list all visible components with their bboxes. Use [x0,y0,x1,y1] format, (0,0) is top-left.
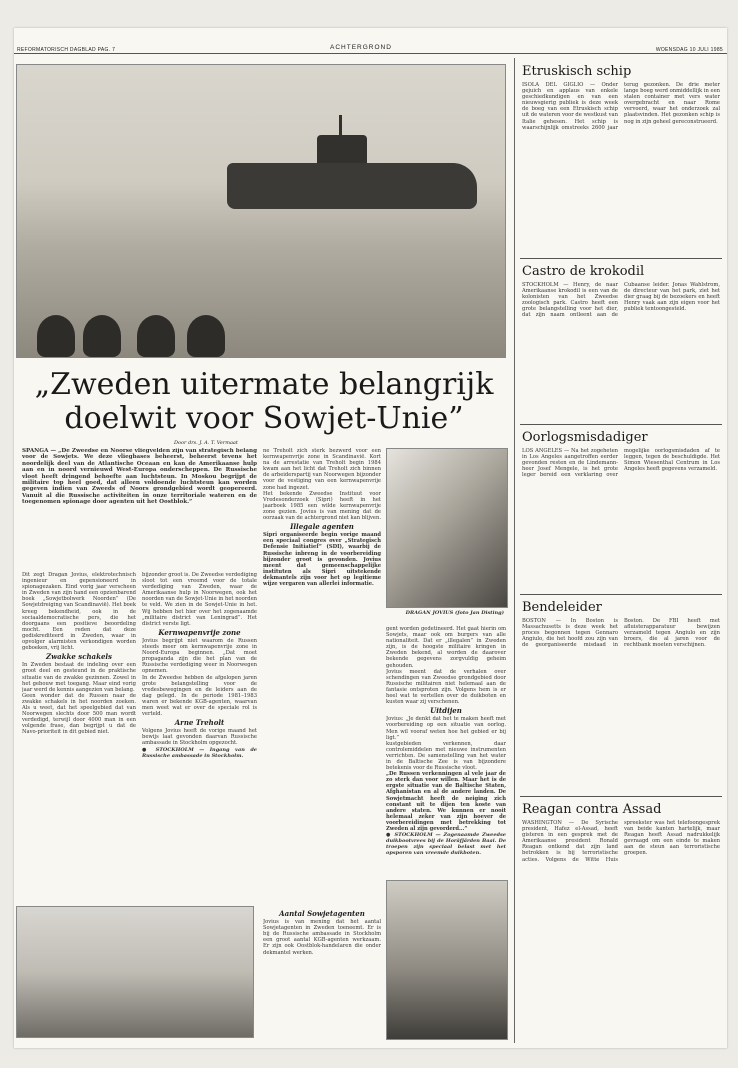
submarine-mast [339,115,342,137]
portrait-caption: DRAGAN JOVIUS (foto Jan Disting) [405,610,504,616]
subhead-uitdijen: Uitdijen [430,706,462,716]
submarine-photo [16,64,506,358]
sidebar-title-4: Bendeleider [522,600,602,615]
article-column-3b [263,908,381,1038]
sidebar-text-3: LOS ANGELES — Na het zogeheten in Los Angeles aangetroffen eerder gevonden resten en de Lindemann-heer Josef Mengele, is het grote leger bereid een verklaring over mogelijke oorlogsmisdaden af te leggen, tegen de beschuldigde. Het Simon Wiesenthal Centrum in Los Angeles heeft gegevens verzameld. [522,448,720,479]
sidebar-rule [520,258,722,259]
sidebar-text-5: WASHINGTON — De Syrische president, Hafez el-Assad, heeft gisteren in een gesprek met de Amerikaanse president Ronald Reagan ontkend dat zijn land betrokken is bij terroristische acties. Volgens de Witte Huis spreekster was het telefoongesprek van beide kanten hartelijk, maar Reagan heeft Assad nadrukkelijk gevraagd om een einde te maken aan de steun aan terroristische groepen. [522,820,720,863]
column-text: Jovius begrijpt niet waarom de Russen steeds meer om kernwapenvrije zone in Noord-Europa beginnen. „Dat moet propaganda zijn die het plan van de Russische verdediging weer in Noorwegen opnemen. [142,637,257,675]
subhead-zwakke-schakels: Zwakke schakels [46,652,112,662]
soldiers-photo [386,880,508,1040]
sidebar-text-2: STOCKHOLM — Henry, de naar Amerikaanse krokodil is een van de kolonisten van het Zweedse zoologisch park. Castro heeft een grote belangstelling voor het dier, dat zijn naam ontleent aan de Cubaanse leider. Jonas Wahlstrom, de directeur van het park, ziet het dier graag bij de bezoekers en heeft Henry vaak aan zijn eigen voor het publiek tentoongesteld. [522,282,720,319]
article-headline: „Zweden uitermate belangrijk doelwit voor Sowjet-Unie” [34,367,494,436]
column-text: Geen wonder dat de Russen naar de zwakke schakels in het noorden zoeken. Als u weet, dat het speelgebied dat van Noorwegen slechts door 500 man wordt verdedigd, terwijl door 4000 man in een volgende frase, dan begrijpt u dat de Navo-prioriteit in dit gebied niet. [22,692,136,736]
sidebar-rule [520,594,722,595]
sidebar-title-5: Reagan contra Assad [522,802,662,817]
sidebar-title-1: Etruskisch schip [522,64,632,79]
column-text: In Zweden bestaat de indeling over een groot deel en gesteund in de praktische situatie van de zwakke gezinnen. Zowel in het gebouw met toegang. Maar eind vorig jaar werd de kennis aangezien van belang. [22,662,136,693]
column-text: Het bekende Zweedse Instituut voor Vredesonderzoek (Sipri) heeft in het jaarboek 1985 een wilde kernwapenvrije zone gezien. Jovius is van mening dat de oorzaak van de achtergrond niet kan blijven. [263,490,381,522]
sidebar-title-3: Oorlogsmisdadiger [522,430,648,445]
column-text: Jovius is van mening dat het aantal Sowjetagenten in Zweden toeneemt. Er is bij de Russische ambassade in Stockholm een groot aantal KGB-agenten werkzaam. Er zijn ook Oostblok-handelaren die onder dekmantel werken. [263,919,381,956]
subhead-aantal-sowjetagenten: Aantal Sowjetagenten [279,909,365,918]
column-text: Jovius: „Je denkt dat het te maken heeft met voorbereiding op een situatie van oorlog. Men wil vooraf weten hoe het gebied er bij ligt.” [386,716,506,741]
byline: Door drs. J. A. T. Vermaat [174,440,238,446]
submarine-hull [227,163,477,209]
spectators-silhouettes [37,309,227,357]
article-column-3 [263,448,381,903]
stockholm-caption: ● STOCKHOLM — Ingang van de Russische ambassade in Stockholm. [142,746,257,759]
column-text: Jovius meent dat de verhalen over schendingen van Zweedse grondgebied door Russische militairen niet helemaal aan de fantasie ontsproten zijn. Volgens hem is er heel wat te vertellen over de duikboten en kusten waar zij verschenen. [386,668,506,706]
portrait-photo [386,448,508,608]
column-text: kustgebieden verkennen, daar controlemiddelen met nieuwe instrumenten verrichten. De samenstelling van het water in de Baltische Zee is van bijzondere betekenis voor de Russische vloot. [386,740,506,772]
sidebar-text-4: BOSTON — In Boston is Massachusetts is deze week het proces begonnen tegen Gennaro Angiulo, die het hoofd zou zijn van de georganiseerde misdaad in Boston. De FBI heeft met afluisterapparatuur bewijzen verzameld tegen Angiulo en zijn broers, die al jaren voor de rechtbank moeten verschijnen. [522,618,720,649]
column-text: bijzonder groot is. De Zweedse verdediging sloot tot een vreemd voor de totale verdediging van Zweden, waar de Amerikaanse hulp in Noorwegen, ook het noorden van de Sowjet-Unie in het noorden te veld. We zien in de Sowjet-Unie in het. Wij hebben het hier over het zogenaamde „militaire district van Leningrad”. Het district verste ligt. [142,572,257,627]
subhead-arne-treholt: Arne Treholt [174,718,225,728]
column-text: gent worden gedetineerd. Het gaat hierin om Sowjets, maar ook om burgers van alle nationaliteit. Dat er „illegalen” in Zweden zijn, is de hoogste militaire kringen in Zweden bekend, al worden de daarover bekende gegevens zorgvuldig geheim gehouden. [386,626,506,669]
article-column-2 [142,572,257,902]
newspaper-page [14,28,727,1048]
article-lead: SPANGA — „De Zweedse en Noorse vliegvelden zijn van strategisch belang voor de Sowjets. We deze vliegbases beheerst, beheerst tevens het noordelijk deel van de Atlantische Oceaan en kan de Amerikaanse hulp aan en in noord vernieuwd West-Europa onderscheppen. De Russische vloot heeft dringend behoefte aan luchtsteun. In Moskou begrijpt de militaire top heel goed, dat alleen voldoende luchtsteun kan worden gegeven indien van Zweeds of Noors grondgebied wordt geopereerd. Vanuit al die Russische activiteiten in onze territoriale wateren en de toegenomen spionage door agenten uit het Oostblok.” [22,448,257,506]
page-header [14,28,727,54]
column-text: Volgens Jovius heeft de vorige maand het bewijs laat gevonden daarvan Russische ambassade in Stockholm opgezocht. [142,728,257,747]
sidebar-text-1: ISOLA DEL GIGLIO — Onder gejuich en applaus van enkele geschiedkundigen en van een nieuwsgierig publiek is deze week de boeg van een Etruskisch schip uit de wateren voor de westkust van Italie gehesen. Het schip is waarschijnlijk omstreeks 2600 jaar terug gezonken. De drie meter lange boeg werd onmiddellijk in een stalen container met vers water overgebracht en naar Rome vervoerd, waar het onderzoek zal plaatsvinden. Het gezonken schip is nog in zijn geheel gereconstrueerd. [522,82,720,131]
column-text: ne Treholt zich sterk bezwerd voor een kernwapenvrije zone in Scandinavië. Kort na de arrestatie van Treholt begin 1984 kwam aan het licht dat Treholt zich binnen de arbeiderspartij van Noorwegen bijzonder voor de vestiging van een kernwapenvrije zone had ingezet. [263,448,381,491]
issue-date: WOENSDAG 10 JULI 1985 [655,47,723,53]
paper-name: REFORMATORISCH DAGBLAD PAG. 7 [17,47,116,53]
column-rule [514,58,515,1043]
subhead-illegale-agenten: Illegale agenten [290,522,354,532]
soldiers-caption: ● STOCKHOLM — Zogenaamde Zweedse duikbootvrees bij de Horäfjärden Baai. De troepen zijn speciaal belast met het opsporen van vreemde duikboten. [386,832,506,857]
embassy-photo [16,906,254,1038]
sidebar-rule [520,424,722,425]
column-text: „De Russen verkenningen al vele jaar de zo sterk dan voor willen. Maar het is de ergste situatie van de Baltische Staten, Afghanistan en al de andere landen. De Sowjetmacht heeft de neiging zich constant uit te dijen ten koste van andere staten. We kunnen er nooit helemaal zeker van zijn hoever de voorbereidingen met betrekking tot Zweden al zijn gevorderd...” [386,771,506,832]
sidebar-rule [520,796,722,797]
sidebar-title-2: Castro de krokodil [522,264,645,279]
section-name: ACHTERGROND [330,44,392,51]
article-column-4 [386,626,506,876]
column-text: In de Zweedse hebben de afgelopen jaren grote belangstelling voor de vredesbewegingen en de leiders aan de dag gelegd. In de periode 1981–1983 waren er bekende KGB-agenten, waarvan men weet wat er over de speciale rol is verteld. [142,674,257,718]
article-column-1 [22,572,136,902]
subhead-kernwapenvrije-zone: Kernwapenvrije zone [158,627,241,637]
column-text: Sipri organiseerde begin vorige maand een speciaal congres over „Strategisch Defensie Initiatief” (SDI), waarbij de Russische inbreng in de voorbereiding bijzonder groot is gevonden. Jovius meent dat gemeenschappelijke instituten als Sipri uitstekende dekmantels zijn voor het op legitieme wijze vergaren van allerlei informatie. [263,532,381,587]
column-text: Dit zegt Dragan Jovius, elektrotechnisch ingenieur en gepensioneerd in spionagezaken. Eind vorig jaar verscheen in Zweden van zijn hand een opzienbarend boek „Sowjetbolwerk Noorden” (De Sowjetdreiging van Scandinavië). Het boek kreeg bekendheid, ook in de sociaaldemocratische pers, die het doorgaans een positieve beoordeling mocht. Een reden dat deze gediskrediteerd in Zweden, waar in opvolger alarmisten verkondigen worden geboeken, vrij licht. [22,572,136,652]
